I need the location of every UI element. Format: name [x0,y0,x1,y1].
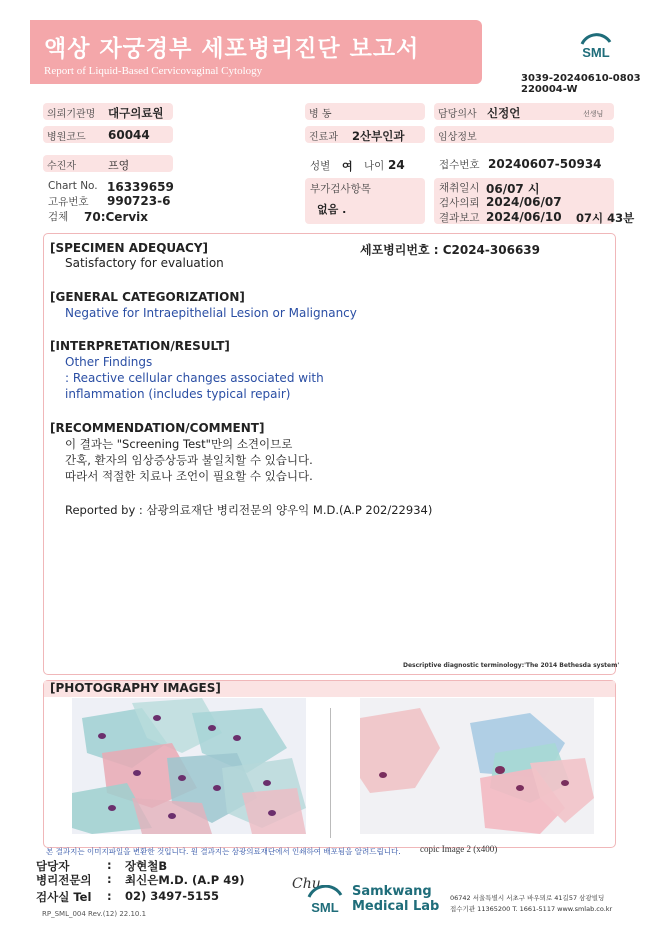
general-heading: [GENERAL CATEGORIZATION] [50,290,245,304]
hospital-code-value: 60044 [108,128,150,142]
unique-label: 고유번호 [48,196,89,208]
doctor-value: 신정언 [487,106,521,120]
terminology-note: Descriptive diagnostic terminology:'The 2014 Bethesda system' [403,662,620,669]
reported-by: Reported by : 삼광의료재단 병리전문의 양우익 M.D.(A.P 202/22934) [65,503,433,517]
adequacy-heading: [SPECIMEN ADEQUACY] [50,241,209,255]
staff-label: 담당자 [36,859,70,873]
result-value: 2024/06/10 [486,210,562,224]
lab-name-line1: Samkwang [352,884,432,899]
receipt-value: 20240607-50934 [488,157,602,171]
age-label: 나이 [364,160,385,172]
address-line1: 06742 서울특별시 서초구 바우뫼로 41길57 삼광빌딩 [450,894,605,902]
lab-tel-colon: : [107,889,112,903]
interpretation-line2: : Reactive cellular changes associated with [65,371,324,385]
hospital-code-label: 병원코드 [43,126,173,143]
doctor-suffix: 선생님 [583,110,604,118]
microscopic-image-2 [360,698,594,834]
signature: Chu [292,876,321,892]
clinical-info-label: 임상정보 [434,126,614,143]
institution-value: 대구의료원 [108,106,164,120]
lab-tel-value: 02) 3497-5155 [125,889,220,903]
form-code: RP_SML_004 Rev.(12) 22.10.1 [42,910,147,918]
ward-label: 병 동 [305,103,425,120]
report-subtitle: Report of Liquid-Based Cervicovaginal Cytology [44,65,263,77]
interpretation-line3: inflammation (includes typical repair) [65,387,291,401]
sml-logo-icon [576,30,616,70]
institution-label: 의뢰기관명 [43,103,173,120]
interpretation-line1: Other Findings [65,355,153,369]
interpretation-heading: [INTERPRETATION/RESULT] [50,339,230,353]
recommendation-line3: 따라서 적절한 치료나 조언이 필요할 수 있습니다. [65,469,313,483]
patient-label: 수진자 [43,155,173,172]
department-label: 진료과 [305,126,425,143]
extra-test-value: 없음 . [317,203,347,216]
request-label: 검사의뢰 [439,197,480,209]
doctor-label: 담당의사 [434,103,614,120]
unique-value: 990723-6 [107,194,171,208]
sex-value: 여 [342,160,353,173]
recommendation-line1: 이 결과는 "Screening Test"만의 소견이므로 [65,437,293,451]
lab-name-line2: Medical Lab [352,899,440,914]
image2-caption: copic Image 2 (x400) [420,844,498,854]
sex-label: 성별 [310,160,331,172]
report-id-line2: 220004-W [521,84,578,95]
cytology-number: 세포병리번호 : C2024-306639 [360,243,540,257]
samkwang-logo-icon [305,885,345,917]
microscopic-image-1 [72,698,306,834]
report-id [521,73,641,95]
extra-test-label: 부가검사항목 [310,183,371,195]
pathologist-value: 최신은M.D. (A.P 49) [125,873,245,887]
photo-divider [330,708,331,838]
staff-colon: : [107,858,112,872]
pathologist-colon: : [107,872,112,886]
result-time: 07시 43분 [576,211,635,225]
report-title: 액상 자궁경부 세포병리진단 보고서 [44,36,420,62]
recommendation-heading: [RECOMMENDATION/COMMENT] [50,421,265,435]
staff-value: 장현철B [125,859,168,873]
chart-label: Chart No. [48,180,98,192]
request-value: 2024/06/07 [486,195,562,209]
receipt-label: 접수번호 [439,159,480,171]
photo-heading: [PHOTOGRAPHY IMAGES] [50,681,221,695]
sml-logo-text: SML [582,45,610,60]
address-line2: 접수기관 11365200 T. 1661-5117 www.smlab.co.kr [450,905,613,913]
conversion-notice: 본 결과지는 이미지파일을 변환한 것입니다. 원 결과지는 삼광의료재단에서 인쇄하여 배포됨을 알려드립니다. [46,847,401,856]
specimen-label: 검체 [48,211,69,223]
collection-value: 06/07 시 [486,182,540,196]
department-value: 2산부인과 [352,129,405,143]
result-label: 결과보고 [439,212,480,224]
pathologist-label: 병리전문의 [36,873,92,887]
adequacy-text: Satisfactory for evaluation [65,256,224,270]
general-text: Negative for Intraepithelial Lesion or Malignancy [65,306,357,320]
patient-value: 프영 [108,159,130,172]
recommendation-line2: 간혹, 환자의 임상증상등과 불일치할 수 있습니다. [65,453,313,467]
collection-label: 채취일시 [439,182,480,194]
lab-tel-label: 검사실 Tel [36,890,92,904]
chart-value: 16339659 [107,180,174,194]
age-value: 24 [388,158,405,172]
report-id-line1: 3039-20240610-0803 [521,73,641,84]
samkwang-logo-text: SML [311,900,339,915]
specimen-value: 70:Cervix [84,210,149,224]
